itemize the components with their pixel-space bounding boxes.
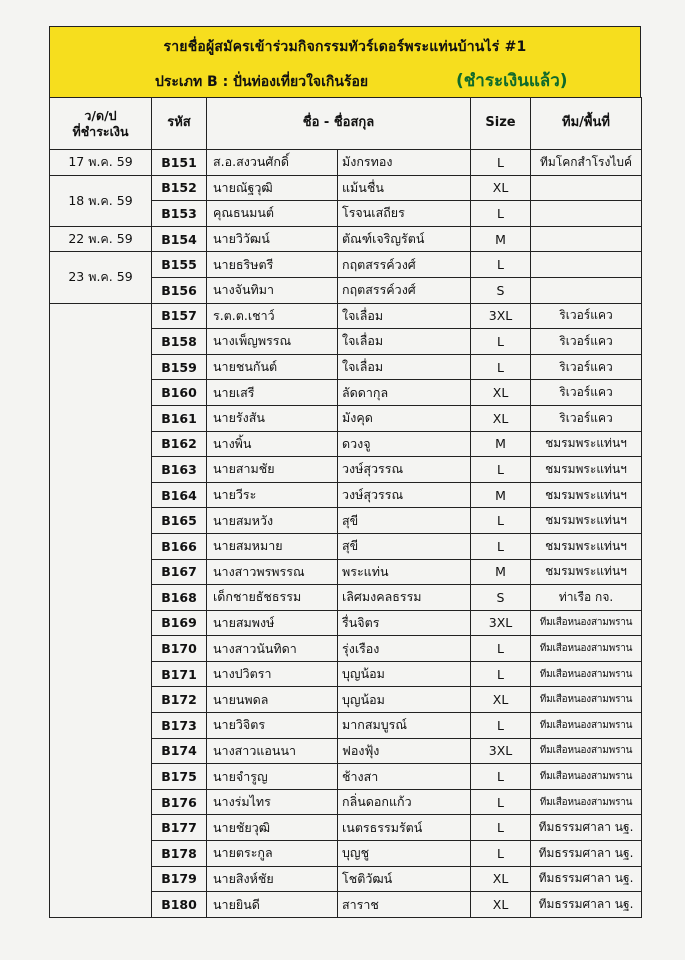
team-area: [531, 175, 642, 201]
participant-code: B177: [152, 815, 207, 841]
participant-last-name: ดวงจู: [338, 431, 471, 457]
participant-code: B164: [152, 482, 207, 508]
team-area: [531, 277, 642, 303]
team-area: ชมรมพระแท่นฯ: [531, 508, 642, 534]
participant-last-name: บุญน้อม: [338, 687, 471, 713]
participant-code: B179: [152, 866, 207, 892]
header-banner: [49, 26, 641, 98]
participant-code: B161: [152, 405, 207, 431]
participant-first-name: นางร่มไทร: [207, 789, 338, 815]
header-code: รหัส: [152, 98, 207, 150]
participant-code: B152: [152, 175, 207, 201]
participant-first-name: นายณัฐวุฒิ: [207, 175, 338, 201]
shirt-size: M: [471, 482, 531, 508]
participant-last-name: ตัณฑ์เจริญรัตน์: [338, 226, 471, 252]
shirt-size: L: [471, 150, 531, 176]
shirt-size: L: [471, 329, 531, 355]
shirt-size: L: [471, 354, 531, 380]
shirt-size: XL: [471, 687, 531, 713]
team-area: ริเวอร์แคว: [531, 354, 642, 380]
participant-first-name: นายสมหมาย: [207, 533, 338, 559]
shirt-size: L: [471, 508, 531, 534]
participant-first-name: เด็กชายธัชธรรม: [207, 585, 338, 611]
header-size: Size: [471, 98, 531, 150]
participant-code: B155: [152, 252, 207, 278]
participant-last-name: มังคุด: [338, 405, 471, 431]
participant-last-name: วงษ์สุวรรณ: [338, 457, 471, 483]
participant-code: B172: [152, 687, 207, 713]
participant-last-name: ใจเลื่อม: [338, 354, 471, 380]
participant-first-name: นายนพดล: [207, 687, 338, 713]
participant-first-name: นายวิวัฒน์: [207, 226, 338, 252]
participant-last-name: บุญชู: [338, 841, 471, 867]
participant-first-name: นายชนกันต์: [207, 354, 338, 380]
payment-date-cell: 22 พ.ค. 59: [50, 226, 152, 252]
participant-last-name: บุญน้อม: [338, 661, 471, 687]
participant-first-name: นายชัยวุฒิ: [207, 815, 338, 841]
team-area: ชมรมพระแท่นฯ: [531, 431, 642, 457]
participant-code: B163: [152, 457, 207, 483]
shirt-size: L: [471, 457, 531, 483]
participant-first-name: นางสาวพรพรรณ: [207, 559, 338, 585]
payment-date-cell: 23 พ.ค. 59: [50, 252, 152, 303]
participant-last-name: สาราช: [338, 892, 471, 918]
shirt-size: 3XL: [471, 738, 531, 764]
participant-last-name: โชติวัฒน์: [338, 866, 471, 892]
header-name: ชื่อ - ชื่อสกุล: [207, 98, 471, 150]
team-area: ชมรมพระแท่นฯ: [531, 457, 642, 483]
participant-first-name: นายจำรูญ: [207, 764, 338, 790]
participant-code: B160: [152, 380, 207, 406]
team-area: ริเวอร์แคว: [531, 329, 642, 355]
team-area: ริเวอร์แคว: [531, 303, 642, 329]
team-area: [531, 226, 642, 252]
shirt-size: M: [471, 559, 531, 585]
participant-code: B159: [152, 354, 207, 380]
shirt-size: L: [471, 252, 531, 278]
shirt-size: XL: [471, 380, 531, 406]
team-area: ทีมเสือหนองสามพราน: [531, 764, 642, 790]
shirt-size: XL: [471, 892, 531, 918]
table-row: [50, 303, 642, 329]
participant-last-name: ฟองฟุ้ง: [338, 738, 471, 764]
participant-first-name: นายธริษตรี: [207, 252, 338, 278]
participant-last-name: ช้างสา: [338, 764, 471, 790]
team-area: ทีมธรรมศาลา นฐ.: [531, 815, 642, 841]
shirt-size: L: [471, 789, 531, 815]
participant-last-name: รื่นจิตร: [338, 610, 471, 636]
team-area: ทีมเสือหนองสามพราน: [531, 661, 642, 687]
participant-last-name: ใจเลื่อม: [338, 303, 471, 329]
participant-code: B165: [152, 508, 207, 534]
participant-first-name: นางจันทิมา: [207, 277, 338, 303]
sheet-title: รายชื่อผู้สมัครเข้าร่วมกิจกรรมทัวร์เดอร์พระแท่นบ้านไร่ #1: [163, 39, 527, 55]
participant-first-name: นายสิงห์ชัย: [207, 866, 338, 892]
team-area: ทีมเสือหนองสามพราน: [531, 713, 642, 739]
participant-first-name: นายสามชัย: [207, 457, 338, 483]
paid-label: (ชำระเงินแล้ว): [456, 71, 568, 91]
participant-code: B180: [152, 892, 207, 918]
payment-date-cell: 17 พ.ค. 59: [50, 150, 152, 176]
participant-last-name: กฤตสรรค์วงศ์: [338, 252, 471, 278]
team-area: ทีมโคกสำโรงไบค์: [531, 150, 642, 176]
shirt-size: L: [471, 815, 531, 841]
shirt-size: L: [471, 764, 531, 790]
participant-last-name: สุขี: [338, 508, 471, 534]
participant-first-name: คุณธนมนต์: [207, 201, 338, 227]
participant-first-name: นายเสรี: [207, 380, 338, 406]
participant-first-name: นางสาวนันทิดา: [207, 636, 338, 662]
participant-code: B166: [152, 533, 207, 559]
shirt-size: L: [471, 533, 531, 559]
team-area: ทีมเสือหนองสามพราน: [531, 789, 642, 815]
participant-last-name: เนตรธรรมรัตน์: [338, 815, 471, 841]
participant-code: B176: [152, 789, 207, 815]
participant-code: B158: [152, 329, 207, 355]
shirt-size: M: [471, 431, 531, 457]
participant-last-name: ลัดดากุล: [338, 380, 471, 406]
shirt-size: S: [471, 277, 531, 303]
team-area: ทีมเสือหนองสามพราน: [531, 636, 642, 662]
shirt-size: 3XL: [471, 303, 531, 329]
shirt-size: XL: [471, 405, 531, 431]
table-row: [50, 252, 642, 278]
participant-first-name: นางปวิตรา: [207, 661, 338, 687]
team-area: ริเวอร์แคว: [531, 380, 642, 406]
participant-first-name: นางพิ้น: [207, 431, 338, 457]
team-area: ทีมเสือหนองสามพราน: [531, 610, 642, 636]
team-area: ท่าเรือ กจ.: [531, 585, 642, 611]
team-area: [531, 252, 642, 278]
team-area: ชมรมพระแท่นฯ: [531, 482, 642, 508]
table-header-row: [50, 98, 642, 150]
participant-first-name: นายวีระ: [207, 482, 338, 508]
team-area: ทีมธรรมศาลา นฐ.: [531, 892, 642, 918]
participant-last-name: โรจนเสถียร: [338, 201, 471, 227]
table-row: [50, 150, 642, 176]
participant-code: B157: [152, 303, 207, 329]
participant-first-name: นางเพ็ญพรรณ: [207, 329, 338, 355]
participant-last-name: รุ่งเรือง: [338, 636, 471, 662]
participant-code: B153: [152, 201, 207, 227]
participant-code: B162: [152, 431, 207, 457]
participant-code: B168: [152, 585, 207, 611]
participant-code: B156: [152, 277, 207, 303]
participant-code: B178: [152, 841, 207, 867]
team-area: ทีมเสือหนองสามพราน: [531, 687, 642, 713]
participant-last-name: มังกรทอง: [338, 150, 471, 176]
participant-code: B171: [152, 661, 207, 687]
participant-first-name: ร.ต.ต.เชาว์: [207, 303, 338, 329]
participant-last-name: แม้นชื่น: [338, 175, 471, 201]
header-date-line1: ว/ด/ป: [84, 107, 117, 123]
shirt-size: XL: [471, 175, 531, 201]
team-area: ทีมเสือหนองสามพราน: [531, 738, 642, 764]
header-date: [50, 98, 152, 150]
registration-table: [49, 97, 642, 918]
team-area: ริเวอร์แคว: [531, 405, 642, 431]
team-area: ทีมธรรมศาลา นฐ.: [531, 866, 642, 892]
header-team: ทีม/พื้นที่: [531, 98, 642, 150]
category-title: ประเภท B : ปั่นท่องเที่ยวใจเกินร้อย: [155, 74, 369, 90]
participant-code: B167: [152, 559, 207, 585]
participant-last-name: กลิ่นดอกแก้ว: [338, 789, 471, 815]
shirt-size: L: [471, 661, 531, 687]
participant-first-name: นายยินดี: [207, 892, 338, 918]
shirt-size: 3XL: [471, 610, 531, 636]
shirt-size: XL: [471, 866, 531, 892]
participant-code: B170: [152, 636, 207, 662]
participant-last-name: พระแท่น: [338, 559, 471, 585]
payment-date-cell: 18 พ.ค. 59: [50, 175, 152, 226]
participant-code: B175: [152, 764, 207, 790]
participant-first-name: นายรังสัน: [207, 405, 338, 431]
participant-code: B173: [152, 713, 207, 739]
participant-first-name: นายสมพงษ์: [207, 610, 338, 636]
shirt-size: L: [471, 201, 531, 227]
participant-last-name: เลิศมงคลธรรม: [338, 585, 471, 611]
shirt-size: S: [471, 585, 531, 611]
team-area: ชมรมพระแท่นฯ: [531, 533, 642, 559]
participant-first-name: นางสาวแอนนา: [207, 738, 338, 764]
participant-first-name: นายตระกูล: [207, 841, 338, 867]
team-area: ทีมธรรมศาลา นฐ.: [531, 841, 642, 867]
participant-code: B169: [152, 610, 207, 636]
header-date-line2: ที่ชำระเงิน: [72, 123, 129, 139]
participant-last-name: สุขี: [338, 533, 471, 559]
shirt-size: M: [471, 226, 531, 252]
participant-first-name: ส.อ.สงวนศักดิ์: [207, 150, 338, 176]
participant-code: B174: [152, 738, 207, 764]
shirt-size: L: [471, 713, 531, 739]
participant-last-name: วงษ์สุวรรณ: [338, 482, 471, 508]
table-row: [50, 175, 642, 201]
table-row: [50, 226, 642, 252]
participant-code: B154: [152, 226, 207, 252]
participant-last-name: กฤตสรรค์วงศ์: [338, 277, 471, 303]
shirt-size: L: [471, 841, 531, 867]
shirt-size: L: [471, 636, 531, 662]
payment-date-cell: [50, 303, 152, 917]
participant-last-name: ใจเลื่อม: [338, 329, 471, 355]
participant-first-name: นายวิจิตร: [207, 713, 338, 739]
participant-last-name: มากสมบูรณ์: [338, 713, 471, 739]
participant-first-name: นายสมหวัง: [207, 508, 338, 534]
team-area: [531, 201, 642, 227]
participant-code: B151: [152, 150, 207, 176]
team-area: ชมรมพระแท่นฯ: [531, 559, 642, 585]
